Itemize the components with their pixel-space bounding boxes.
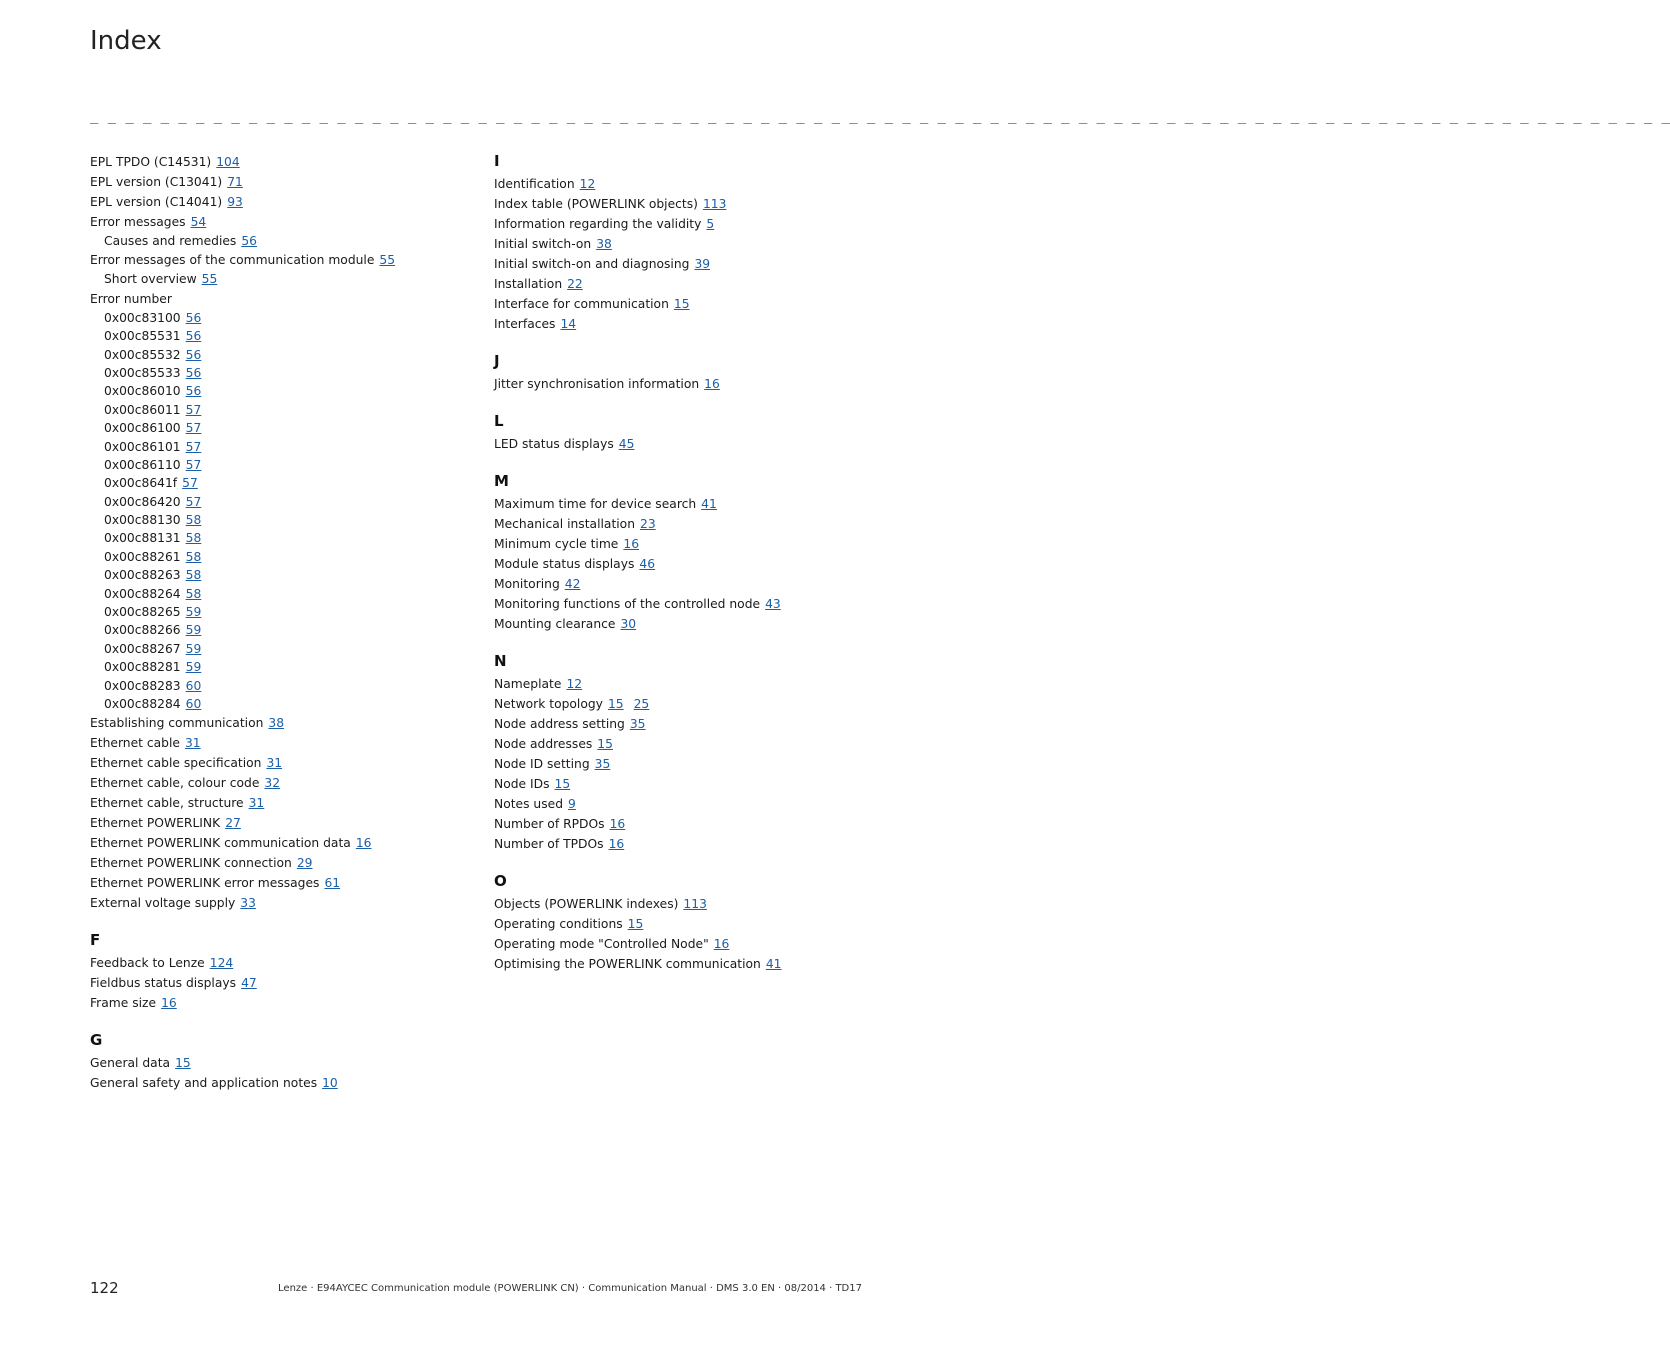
index-subentry [90,695,480,713]
page-reference-link[interactable]: 57 [185,439,202,454]
index-entry-label: 0x00c88264 [104,586,181,601]
index-entry-label: 0x00c88261 [104,549,181,564]
index-entry [494,214,884,234]
page-reference-link[interactable]: 54 [190,215,207,229]
page-reference-link[interactable]: 46 [639,557,656,571]
index-entry [90,1053,480,1073]
index-subentry [90,640,480,658]
page-reference-link[interactable]: 58 [185,531,202,546]
page-reference-link[interactable]: 60 [185,678,202,693]
index-entry [494,274,884,294]
index-entry-label: 0x00c8641f [104,476,178,491]
index-letter-heading: J [494,352,500,370]
index-entry-label: 0x00c86101 [104,439,181,454]
page-reference-link[interactable]: 35 [594,757,611,771]
page-reference-link[interactable]: 15 [673,297,690,311]
index-entry-label: Initial switch-on [494,237,592,251]
index-entry-label: 0x00c86010 [104,384,181,399]
index-entry [90,893,480,913]
index-column-left [90,152,480,1093]
index-entry [494,734,884,754]
index-subentry [90,327,480,345]
page-reference-link[interactable]: 27 [225,816,241,831]
index-letter-heading: O [494,872,507,890]
page-reference-link[interactable]: 59 [185,605,202,620]
page-reference-link[interactable]: 12 [566,677,583,691]
page-reference-link[interactable]: 16 [713,937,730,951]
index-entry [90,713,480,733]
page-reference-link[interactable]: 60 [185,696,202,711]
index-entry [90,833,480,853]
index-entry [90,773,480,793]
page-reference-link[interactable]: 16 [161,996,177,1011]
page-reference-link[interactable]: 15 [627,917,644,931]
index-entry-label: 0x00c88284 [104,696,181,711]
page-reference-link[interactable]: 58 [185,568,202,583]
page-reference-link[interactable]: 59 [185,641,202,656]
index-entry-label: Error messages of the communication module [90,253,375,268]
index-entry-label: Initial switch-on and diagnosing [494,257,690,271]
index-letter-heading: F [90,931,101,950]
index-subentry [90,658,480,676]
page-reference-link[interactable]: 31 [248,796,265,811]
page-reference-link[interactable]: 29 [296,856,313,871]
page-reference-link[interactable]: 56 [185,310,202,325]
index-entry [494,314,884,334]
index-letter-heading: G [90,1031,103,1050]
index-entry [494,774,884,794]
page-reference-link[interactable]: 16 [355,836,372,851]
page-reference-link[interactable]: 71 [227,175,243,189]
index-entry [90,289,480,309]
page-reference-link[interactable]: 25 [633,697,650,711]
index-entry-label: Ethernet cable, structure [90,796,244,811]
index-entry-label: Objects (POWERLINK indexes) [494,897,679,911]
page-reference-link[interactable]: 57 [182,476,198,491]
page-reference-link[interactable]: 57 [185,457,202,472]
index-subentry [90,456,480,474]
page-reference-link[interactable]: 56 [241,234,257,248]
index-entry [90,152,480,172]
index-entry-label: Notes used [494,797,563,811]
index-entry [494,754,884,774]
index-entry-label: 0x00c85532 [104,347,181,362]
index-entry-label: 0x00c88263 [104,568,181,583]
page-reference-link[interactable]: 15 [607,697,624,711]
page-reference-link[interactable]: 55 [379,253,396,268]
index-entry-label: Frame size [90,996,157,1011]
page-reference-link[interactable]: 23 [640,517,656,531]
index-entry [494,934,884,954]
page-reference-link[interactable]: 56 [185,347,202,362]
index-entry [90,733,480,753]
index-entry-label: 0x00c85533 [104,365,181,380]
index-entry-label: Ethernet cable [90,736,180,751]
index-subentry [90,511,480,529]
index-entry [90,753,480,773]
index-subentry [90,529,480,547]
page-reference-link[interactable]: 58 [185,586,202,601]
page-reference-link[interactable]: 33 [240,896,256,911]
index-entry-label: Number of RPDOs [494,817,605,831]
index-entry-label: Monitoring [494,577,560,591]
page-reference-link[interactable]: 35 [629,717,646,731]
index-entry-label: Nameplate [494,677,562,691]
index-entry [90,813,480,833]
index-entry-label: Ethernet cable specification [90,756,262,771]
index-entry [494,194,884,214]
index-entry [494,694,884,714]
page-reference-link[interactable]: 113 [683,897,707,911]
index-entry-label: External voltage supply [90,896,236,911]
index-entry-label: 0x00c85531 [104,329,181,344]
index-entry [494,434,884,454]
index-entry [90,793,480,813]
index-entry-label: Optimising the POWERLINK communication [494,957,761,971]
index-entry-label: Monitoring functions of the controlled node [494,597,761,611]
index-entry-label: Identification [494,177,575,191]
index-subentry [90,585,480,603]
page-reference-link[interactable]: 10 [322,1076,338,1091]
index-entry-label: Ethernet POWERLINK [90,816,221,831]
index-entry-label: 0x00c88267 [104,641,181,656]
page-reference-link[interactable]: 59 [185,660,202,675]
index-entry [494,954,884,974]
index-subentry [90,566,480,584]
page-reference-link[interactable]: 32 [264,776,281,791]
page-reference-link[interactable]: 41 [765,957,782,971]
index-entry [494,294,884,314]
page-reference-link[interactable]: 56 [185,329,202,344]
page-reference-link[interactable]: 38 [268,716,285,731]
index-entry [494,814,884,834]
index-subentry [90,493,480,511]
index-entry [90,953,480,973]
index-entry [494,554,884,574]
index-entry-label: Node IDs [494,777,550,791]
page-reference-link[interactable]: 16 [623,537,640,551]
footer-document-info: Lenze · E94AYCEC Communication module (POWERLINK CN) · Communication Manual · DMS 3.0 EN · 08/2014 · TD17 [278,1283,862,1294]
page-reference-link[interactable]: 43 [765,597,781,611]
page-reference-link[interactable]: 58 [185,513,202,528]
page-reference-link[interactable]: 16 [609,817,626,831]
index-entry-label: Error messages [90,215,186,229]
page-reference-link[interactable]: 14 [560,317,577,331]
index-entry [494,254,884,274]
index-entry-label: 0x00c88131 [104,531,181,546]
page-reference-link[interactable]: 58 [185,549,202,564]
page-reference-link[interactable]: 104 [216,155,240,169]
index-entry-label: EPL version (C13041) [90,175,223,189]
index-entry [90,250,480,270]
index-entry-label: Index table (POWERLINK objects) [494,197,698,211]
page-reference-link[interactable]: 15 [175,1056,191,1071]
index-entry [494,234,884,254]
page-reference-link[interactable]: 41 [701,497,717,511]
page-reference-link[interactable]: 124 [209,956,234,971]
index-entry-label: 0x00c88265 [104,605,181,620]
index-letter-heading: N [494,652,507,670]
index-entry [494,514,884,534]
index-subentry [90,677,480,695]
index-entry-label: 0x00c88266 [104,623,181,638]
index-entry [90,973,480,993]
page-reference-link[interactable]: 56 [185,384,202,399]
page-reference-link[interactable]: 45 [618,437,635,451]
index-entry-label: Ethernet POWERLINK communication data [90,836,351,851]
index-entry [494,674,884,694]
index-entry [494,374,884,394]
index-subentry [90,309,480,327]
page-reference-link[interactable]: 16 [704,377,720,391]
index-entry-label: Short overview [104,272,197,287]
index-subentry [90,346,480,364]
page-reference-link[interactable]: 57 [185,494,202,509]
page-reference-link[interactable]: 5 [706,217,715,231]
index-letter-heading: L [494,412,504,430]
index-entry-label: Network topology [494,697,603,711]
index-subentry [90,401,480,419]
page-title: Index [90,26,162,56]
index-subentry [90,364,480,382]
index-entry-label: 0x00c88281 [104,660,181,675]
index-entry-label: EPL version (C14041) [90,195,223,209]
index-entry-label: 0x00c83100 [104,310,181,325]
index-entry [90,172,480,192]
index-entry [90,993,480,1013]
page-reference-link[interactable]: 47 [241,976,257,991]
index-entry [90,1073,480,1093]
index-entry [494,794,884,814]
index-entry [90,212,480,232]
page-reference-link[interactable]: 55 [201,272,218,287]
index-entry-label: Fieldbus status displays [90,976,237,991]
dashed-divider: _ _ _ _ _ _ _ _ _ _ _ _ _ _ _ _ _ _ _ _ _ _ _ _ _ _ _ _ _ _ _ _ _ _ _ _ _ _ _ _ _ _ _ _ _ _ _ _ _ _ _ _ _ _ _ _ _ _ _ _ _ _ _ _ _ _ _ _ _ _ _ _ _ _ _ _ _ _ _ _ _ _ _ _ _ _ _ _ _ _ [90,108,1670,124]
index-entry [494,534,884,554]
page-reference-link[interactable]: 12 [579,177,596,191]
page-reference-link[interactable]: 57 [185,402,202,417]
page-reference-link[interactable]: 57 [185,421,202,436]
page-reference-link[interactable]: 42 [564,577,581,591]
page-reference-link[interactable]: 59 [185,623,202,638]
index-subentry [90,548,480,566]
index-subentry [90,438,480,456]
index-entry-label: Jitter synchronisation information [494,377,700,391]
page-reference-link[interactable]: 16 [608,837,625,851]
index-entry-label: Interfaces [494,317,556,331]
index-subentry [90,232,480,250]
index-entry-label: EPL TPDO (C14531) [90,155,212,169]
index-entry-label: Minimum cycle time [494,537,619,551]
page-reference-link[interactable]: 30 [620,617,637,631]
index-entry-label: LED status displays [494,437,614,451]
index-entry [494,574,884,594]
index-entry [90,873,480,893]
index-column-right [494,152,884,974]
index-entry-label: Establishing communication [90,716,264,731]
page-reference-link[interactable]: 56 [185,365,202,380]
index-entry-label: Ethernet POWERLINK error messages [90,876,320,891]
page-reference-link[interactable]: 38 [596,237,612,251]
index-entry-label: 0x00c86110 [104,457,181,472]
index-entry-label: Node address setting [494,717,625,731]
index-entry [494,894,884,914]
footer-page-number: 122 [90,1279,119,1297]
index-entry-label: Mechanical installation [494,517,635,531]
index-entry-label: Node ID setting [494,757,590,771]
page-reference-link[interactable]: 22 [567,277,583,291]
index-entry-label: Maximum time for device search [494,497,697,511]
page-reference-link[interactable]: 113 [702,197,727,211]
index-entry-label: Error number [90,291,172,306]
index-entry [494,494,884,514]
index-entry-label: Ethernet POWERLINK connection [90,856,292,871]
index-letter-heading: I [494,152,500,170]
index-entry-label: Ethernet cable, colour code [90,776,260,791]
index-entry-label: Interface for communication [494,297,669,311]
index-entry-label: 0x00c88130 [104,513,181,528]
index-entry [494,614,884,634]
index-entry-label: Feedback to Lenze [90,956,205,971]
page-reference-link[interactable]: 9 [568,797,576,811]
index-subentry [90,270,480,288]
index-subentry [90,474,480,492]
index-entry-label: Mounting clearance [494,617,616,631]
page-reference-link[interactable]: 61 [324,876,341,891]
index-subentry [90,603,480,621]
index-entry-label: Node addresses [494,737,593,751]
index-entry-label: 0x00c86420 [104,494,181,509]
index-entry [90,853,480,873]
index-entry-label: 0x00c86100 [104,421,181,436]
page-reference-link[interactable]: 31 [184,736,201,751]
index-entry-label: Causes and remedies [104,234,237,248]
index-entry-label: General data [90,1056,171,1071]
index-subentry [90,621,480,639]
index-subentry [90,382,480,400]
index-entry-label: Information regarding the validity [494,217,702,231]
index-entry [494,834,884,854]
index-entry-label: Installation [494,277,563,291]
index-entry-label: 0x00c88283 [104,678,181,693]
index-entry [494,914,884,934]
index-entry-label: Module status displays [494,557,635,571]
index-entry-label: Operating conditions [494,917,623,931]
index-entry-label: Operating mode "Controlled Node" [494,937,709,951]
page-reference-link[interactable]: 15 [597,737,613,751]
page-reference-link[interactable]: 39 [694,257,711,271]
index-subentry [90,419,480,437]
page-reference-link[interactable]: 93 [227,195,243,209]
index-entry-label: 0x00c86011 [104,402,181,417]
index-entry [494,594,884,614]
index-entry [90,192,480,212]
index-entry [494,714,884,734]
index-entry [494,174,884,194]
index-letter-heading: M [494,472,509,490]
index-entry-label: General safety and application notes [90,1076,318,1091]
page-reference-link[interactable]: 31 [266,756,283,771]
page-reference-link[interactable]: 15 [554,777,571,791]
index-entry-label: Number of TPDOs [494,837,604,851]
